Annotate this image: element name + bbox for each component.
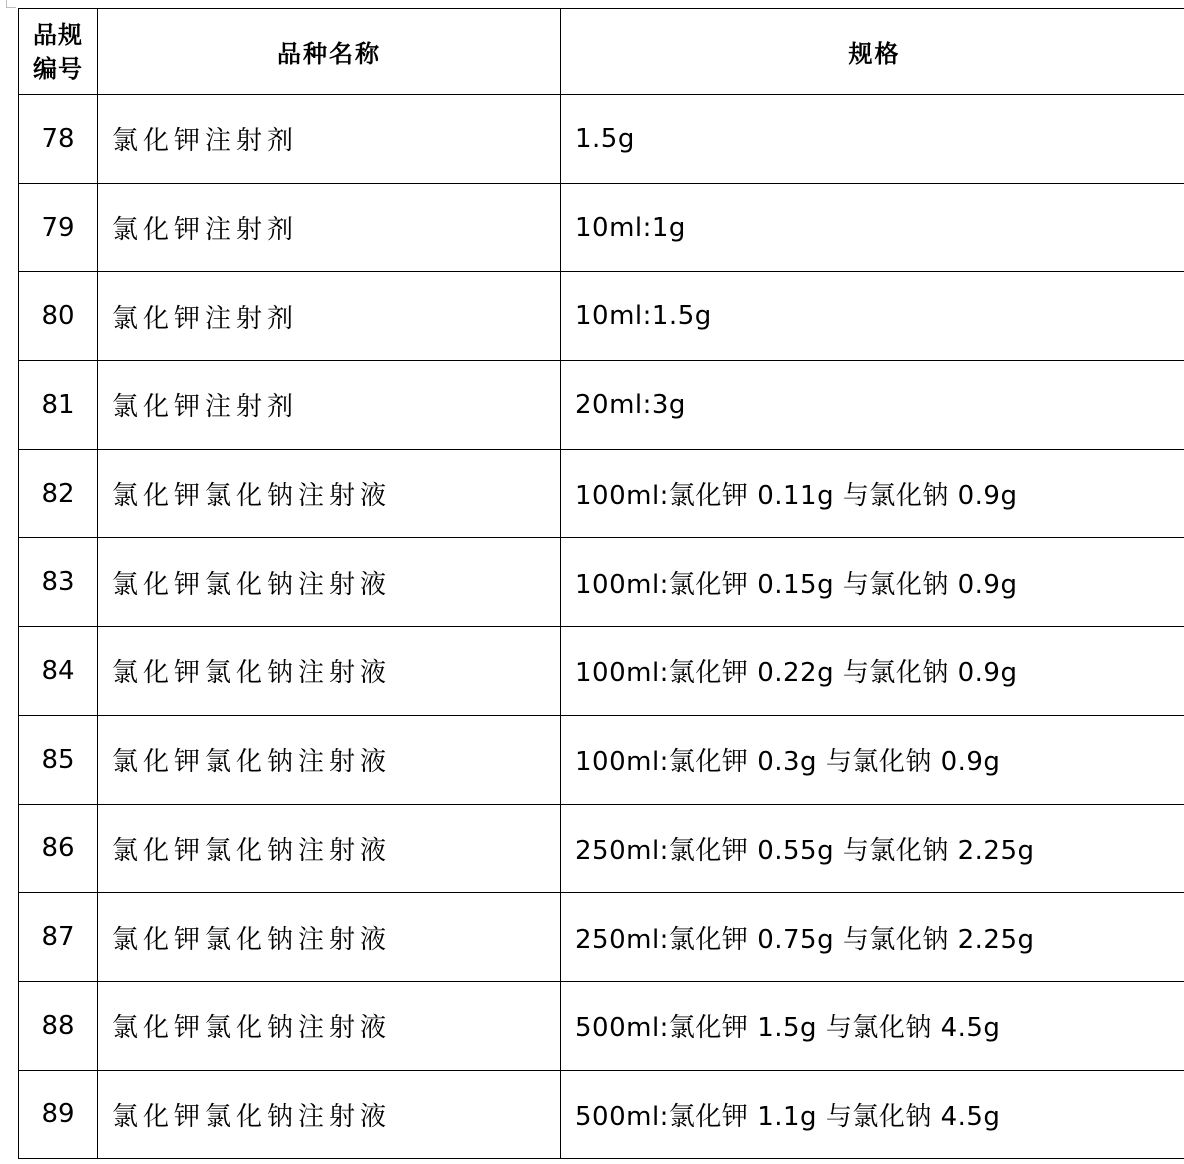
cell-drug-name: 氯化钾氯化钠注射液 (98, 715, 561, 804)
cell-drug-name: 氯化钾氯化钠注射液 (98, 804, 561, 893)
table-row (19, 361, 1184, 450)
table-row (19, 981, 1184, 1070)
cell-spec-number: 86 (19, 804, 98, 893)
header-specification: 规格 (561, 9, 1184, 95)
cell-specification: 10ml:1g (561, 183, 1184, 272)
cell-specification: 1.5g (561, 95, 1184, 184)
cell-spec-number: 84 (19, 627, 98, 716)
table-row (19, 272, 1184, 361)
cell-specification: 100ml:氯化钾 0.3g 与氯化钠 0.9g (561, 715, 1184, 804)
cell-specification: 20ml:3g (561, 361, 1184, 450)
cell-spec-number: 83 (19, 538, 98, 627)
drug-spec-table (18, 8, 1184, 1159)
page-corner-mark (6, 0, 16, 8)
cell-spec-number: 87 (19, 893, 98, 982)
cell-specification: 100ml:氯化钾 0.11g 与氯化钠 0.9g (561, 449, 1184, 538)
table-row (19, 715, 1184, 804)
cell-spec-number: 78 (19, 95, 98, 184)
cell-drug-name: 氯化钾氯化钠注射液 (98, 538, 561, 627)
cell-spec-number: 89 (19, 1070, 98, 1159)
table-row (19, 538, 1184, 627)
cell-specification: 250ml:氯化钾 0.55g 与氯化钠 2.25g (561, 804, 1184, 893)
header-spec-number-line2: 编号 (33, 54, 83, 83)
cell-drug-name: 氯化钾注射剂 (98, 272, 561, 361)
cell-spec-number: 79 (19, 183, 98, 272)
cell-spec-number: 85 (19, 715, 98, 804)
cell-spec-number: 81 (19, 361, 98, 450)
table-row (19, 804, 1184, 893)
header-row (19, 9, 1184, 95)
cell-spec-number: 88 (19, 981, 98, 1070)
cell-drug-name: 氯化钾注射剂 (98, 361, 561, 450)
header-spec-number (19, 9, 98, 95)
cell-spec-number: 80 (19, 272, 98, 361)
table-row (19, 893, 1184, 982)
cell-drug-name: 氯化钾注射剂 (98, 95, 561, 184)
cell-drug-name: 氯化钾氯化钠注射液 (98, 627, 561, 716)
cell-specification: 100ml:氯化钾 0.22g 与氯化钠 0.9g (561, 627, 1184, 716)
table-header (19, 9, 1184, 95)
cell-spec-number: 82 (19, 449, 98, 538)
table-row (19, 95, 1184, 184)
cell-drug-name: 氯化钾氯化钠注射液 (98, 449, 561, 538)
cell-drug-name: 氯化钾氯化钠注射液 (98, 981, 561, 1070)
cell-drug-name: 氯化钾氯化钠注射液 (98, 1070, 561, 1159)
table-row (19, 1070, 1184, 1159)
cell-specification: 250ml:氯化钾 0.75g 与氯化钠 2.25g (561, 893, 1184, 982)
table-body (19, 95, 1184, 1159)
header-drug-name: 品种名称 (98, 9, 561, 95)
cell-specification: 10ml:1.5g (561, 272, 1184, 361)
cell-specification: 100ml:氯化钾 0.15g 与氯化钠 0.9g (561, 538, 1184, 627)
header-spec-number-line1: 品规 (33, 20, 83, 49)
cell-drug-name: 氯化钾注射剂 (98, 183, 561, 272)
cell-specification: 500ml:氯化钾 1.5g 与氯化钠 4.5g (561, 981, 1184, 1070)
table-row (19, 183, 1184, 272)
cell-specification: 500ml:氯化钾 1.1g 与氯化钠 4.5g (561, 1070, 1184, 1159)
cell-drug-name: 氯化钾氯化钠注射液 (98, 893, 561, 982)
table-row (19, 449, 1184, 538)
table-row (19, 627, 1184, 716)
